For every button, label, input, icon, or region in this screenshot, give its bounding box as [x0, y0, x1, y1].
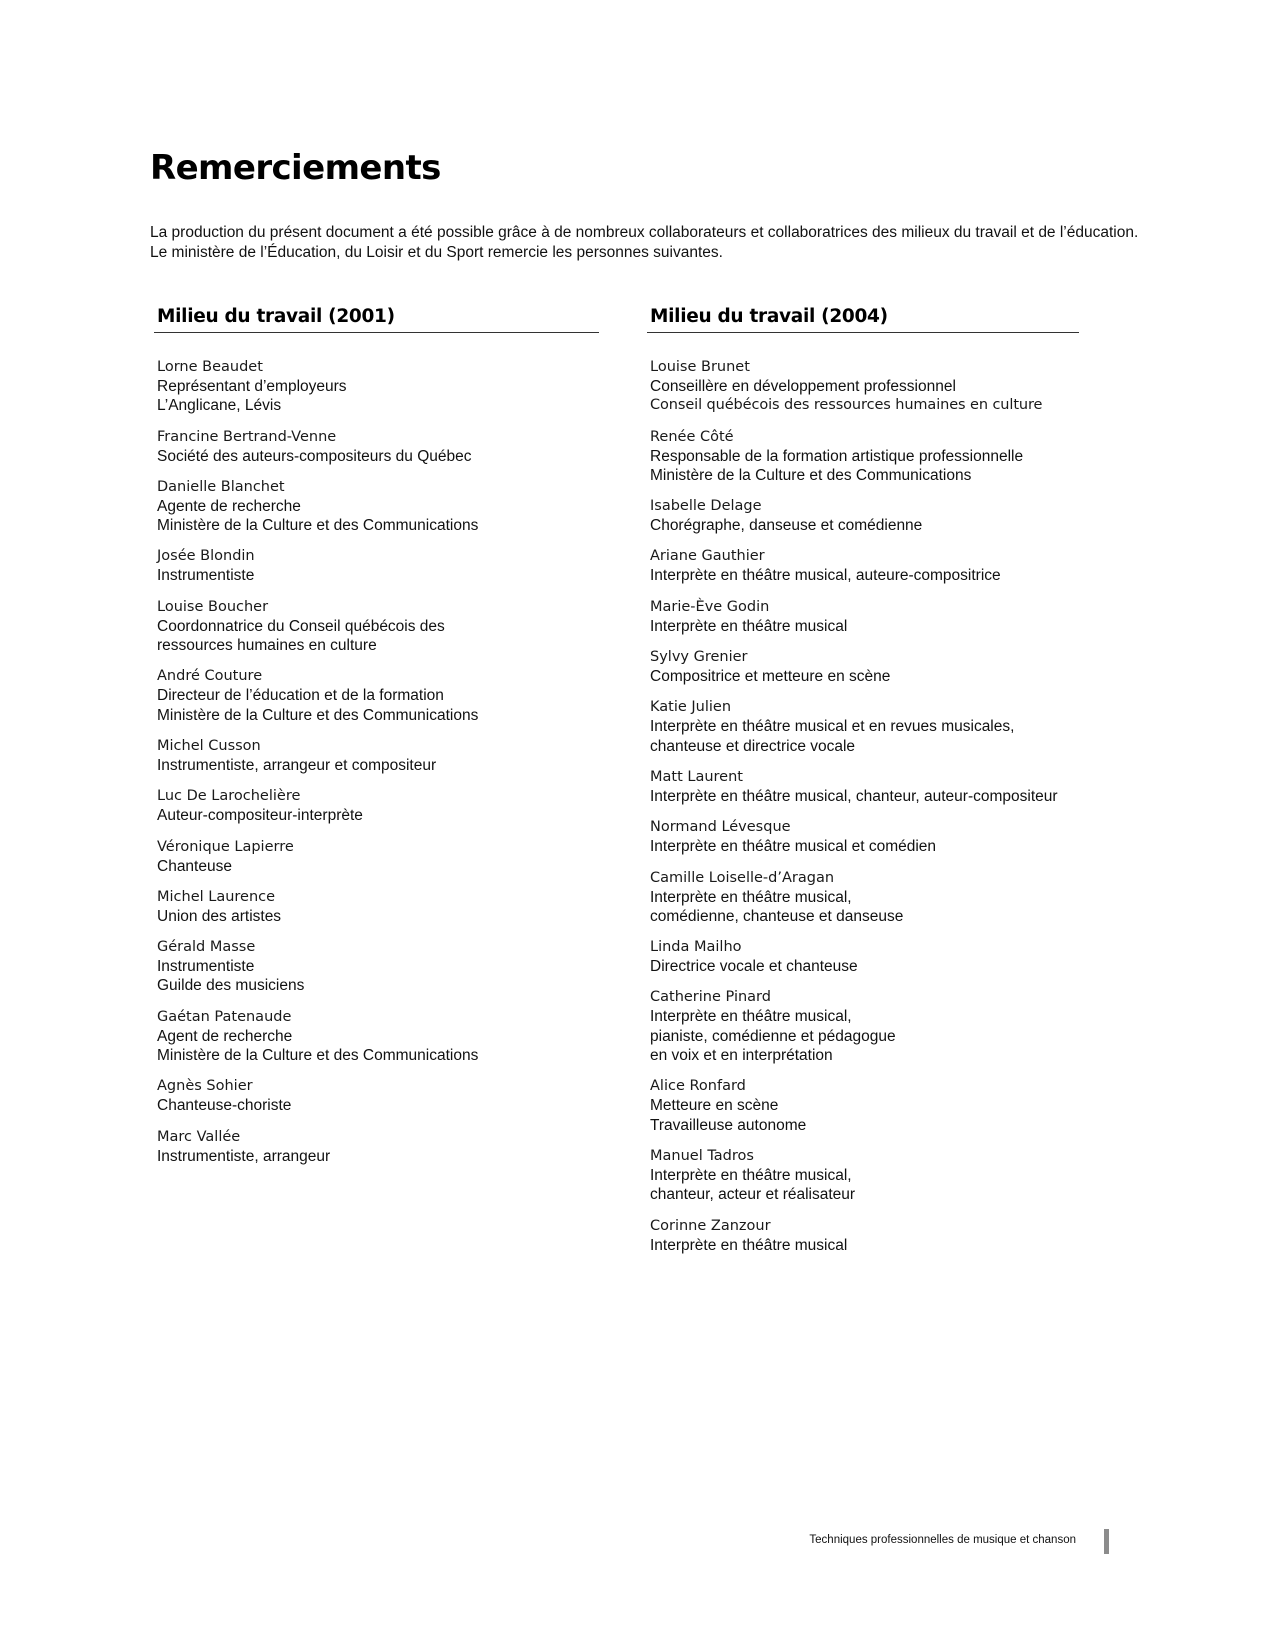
person-detail: Instrumentiste, arrangeur	[157, 1147, 331, 1165]
footer-divider	[1104, 1529, 1109, 1554]
person-entry	[650, 988, 1079, 1065]
person-detail: Compositrice et metteure en scène	[650, 668, 891, 686]
person-name: Danielle Blanchet	[157, 478, 285, 495]
intro-paragraph: La production du présent document a été possible grâce à de nombreux collaborateurs et collaboratrices des milieux du travail et de l’éducation. Le ministère de l’Éducation, du Loisir et du Sport remercie les personnes suivantes.	[150, 224, 1139, 261]
column-heading: Milieu du travail (2001)	[154, 306, 599, 333]
person-entry	[157, 1128, 599, 1166]
person-name: Ariane Gauthier	[650, 548, 765, 565]
person-name: André Couture	[157, 668, 263, 685]
person-entry	[650, 698, 1079, 756]
person-detail: Société des auteurs-compositeurs du Québec	[157, 447, 472, 465]
person-entry	[157, 667, 599, 725]
person-detail: en voix et en interprétation	[650, 1047, 833, 1065]
person-name: Camille Loiselle-d’Aragan	[650, 869, 835, 886]
acknowledgement-list	[154, 358, 599, 1166]
person-name: Véronique Lapierre	[157, 838, 294, 855]
person-detail: Instrumentiste, arrangeur et compositeur	[157, 756, 437, 774]
person-entry	[650, 358, 1079, 416]
person-name: Corinne Zanzour	[650, 1217, 771, 1234]
person-entry	[157, 358, 599, 416]
person-detail: Directrice vocale et chanteuse	[650, 958, 858, 976]
person-name: Gaétan Patenaude	[157, 1008, 292, 1025]
person-detail: Instrumentiste	[157, 958, 255, 976]
person-name: Manuel Tadros	[650, 1147, 754, 1164]
person-entry	[157, 428, 599, 466]
person-name: Marie-Ève Godin	[650, 598, 770, 615]
page-title: Remerciements	[150, 148, 441, 188]
person-name: Matt Laurent	[650, 768, 743, 785]
person-name: Luc De Larochelière	[157, 788, 301, 805]
person-detail: Travailleuse autonome	[650, 1116, 807, 1134]
person-detail: Conseil québécois des ressources humaines en culture	[650, 397, 1043, 414]
person-name: Alice Ronfard	[650, 1078, 746, 1095]
person-detail: chanteur, acteur et réalisateur	[650, 1186, 856, 1204]
person-detail: Agente de recherche	[157, 497, 301, 515]
person-detail: Directeur de l’éducation et de la formation	[157, 687, 444, 705]
person-detail: Interprète en théâtre musical,	[650, 1166, 852, 1184]
person-detail: Interprète en théâtre musical	[650, 617, 848, 635]
person-entry	[650, 1217, 1079, 1255]
acknowledgement-list	[647, 358, 1079, 1255]
footer-title: Techniques professionnelles de musique et chanson	[809, 1534, 1076, 1546]
column-2004	[647, 306, 1079, 1267]
person-detail: Coordonnatrice du Conseil québécois des	[157, 617, 445, 635]
person-detail: Union des artistes	[157, 907, 282, 925]
person-detail: pianiste, comédienne et pédagogue	[650, 1027, 896, 1045]
person-detail: Chanteuse	[157, 857, 232, 875]
person-name: Renée Côté	[650, 428, 734, 445]
person-entry	[650, 818, 1079, 856]
person-detail: Interprète en théâtre musical et en revues musicales,	[650, 718, 1015, 736]
person-detail: Ministère de la Culture et des Communications	[157, 517, 479, 535]
person-name: Francine Bertrand-Venne	[157, 428, 337, 445]
person-name: Linda Mailho	[650, 939, 742, 956]
person-entry	[157, 598, 599, 656]
person-name: Normand Lévesque	[650, 819, 791, 836]
person-detail: Représentant d’employeurs	[157, 378, 347, 395]
person-name: Josée Blondin	[157, 548, 255, 565]
person-name: Katie Julien	[650, 699, 732, 716]
person-name: Michel Laurence	[157, 888, 276, 905]
person-entry	[157, 737, 599, 775]
person-entry	[650, 497, 1079, 535]
person-entry	[157, 547, 599, 585]
person-name: Sylvy Grenier	[650, 649, 748, 666]
person-detail: L’Anglicane, Lévis	[157, 397, 282, 415]
person-entry	[650, 428, 1079, 486]
person-entry	[157, 1077, 599, 1115]
person-detail: ressources humaines en culture	[157, 637, 377, 655]
person-name: Michel Cusson	[157, 737, 261, 754]
person-detail: chanteuse et directrice vocale	[650, 737, 856, 755]
person-entry	[650, 1077, 1079, 1135]
person-name: Louise Boucher	[157, 598, 269, 615]
person-entry	[650, 547, 1079, 585]
person-name: Gérald Masse	[157, 939, 256, 956]
person-entry	[157, 938, 599, 996]
person-detail: Metteure en scène	[650, 1097, 779, 1115]
person-detail: Interprète en théâtre musical,	[650, 888, 852, 906]
person-detail: Interprète en théâtre musical,	[650, 1008, 852, 1026]
person-name: Agnès Sohier	[157, 1078, 253, 1095]
person-entry	[157, 787, 599, 825]
person-detail: Ministère de la Culture et des Communications	[157, 706, 479, 724]
person-detail: Responsable de la formation artistique professionnelle	[650, 447, 1024, 465]
person-name: Lorne Beaudet	[157, 359, 263, 375]
person-entry	[157, 888, 599, 926]
person-detail: Ministère de la Culture et des Communications	[650, 466, 972, 484]
person-detail: Agent de recherche	[157, 1027, 293, 1045]
person-detail: Ministère de la Culture et des Communications	[157, 1047, 479, 1065]
person-detail: Instrumentiste	[157, 567, 255, 585]
person-entry	[650, 648, 1079, 686]
person-name: Louise Brunet	[650, 359, 750, 375]
person-detail: comédienne, chanteuse et danseuse	[650, 907, 904, 925]
person-detail: Interprète en théâtre musical et comédien	[650, 838, 937, 856]
person-entry	[650, 598, 1079, 636]
person-detail: Auteur-compositeur-interprète	[157, 807, 363, 825]
person-detail: Interprète en théâtre musical, auteure-compositrice	[650, 567, 1001, 585]
person-name: Isabelle Delage	[650, 498, 762, 515]
person-entry	[650, 1147, 1079, 1205]
person-entry	[650, 938, 1079, 976]
column-heading: Milieu du travail (2004)	[647, 306, 1079, 333]
person-entry	[650, 869, 1079, 927]
person-detail: Interprète en théâtre musical	[650, 1236, 848, 1254]
person-detail: Chanteuse-choriste	[157, 1097, 292, 1115]
person-entry	[157, 838, 599, 876]
person-name: Catherine Pinard	[650, 989, 771, 1006]
person-entry	[650, 768, 1079, 806]
person-detail: Chorégraphe, danseuse et comédienne	[650, 517, 923, 535]
person-detail: Conseillère en développement professionnel	[650, 378, 956, 395]
person-entry	[157, 1008, 599, 1066]
person-detail: Interprète en théâtre musical, chanteur, auteur-compositeur	[650, 787, 1058, 805]
column-2001	[154, 306, 599, 1178]
person-entry	[157, 478, 599, 536]
person-name: Marc Vallée	[157, 1128, 241, 1145]
person-detail: Guilde des musiciens	[157, 977, 305, 995]
